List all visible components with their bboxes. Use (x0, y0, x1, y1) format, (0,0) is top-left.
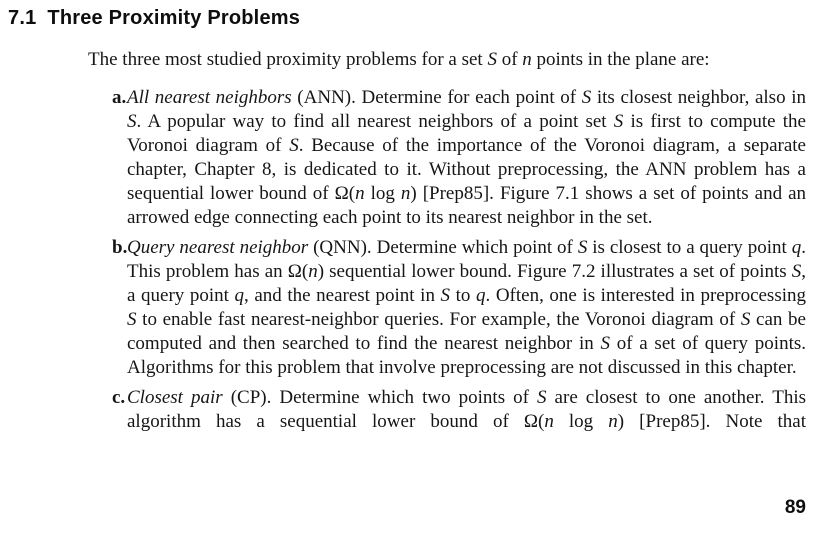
section-number: 7.1 (8, 7, 37, 29)
list-item-cp (112, 386, 806, 434)
section-heading (8, 7, 300, 30)
list-item-text: All nearest neighbors (ANN). Determine for each point of S its closest neighbor, also in S. A popular way to find all nearest neighbors of a point set S is first to compute the Voronoi diagram of S. Because of the importance of the Voronoi diagram, a separate chapter, Chapter 8, is dedicated to it. Without preprocessing, the ANN problem has a sequential lower bound of Ω(n log n) [Prep85]. Figure 7.1 shows a set of points and an arrowed edge connecting each point to its nearest neighbor in the set. (127, 87, 807, 228)
page-number: 89 (784, 497, 806, 518)
list-item-qnn (112, 236, 806, 380)
list-item-ann (112, 86, 806, 230)
list-item-label: b. (112, 237, 128, 258)
list-item-label: c. (112, 387, 126, 408)
intro-paragraph: The three most studied proximity problems for a set S of n points in the plane are: (88, 49, 710, 70)
list-item-text: Query nearest neighbor (QNN). Determine which point of S is closest to a query point q. This problem has an Ω(n) sequential lower bound. Figure 7.2 illustrates a set of points S, a query point q, and the nearest point in S to q. Often, one is interested in preprocessing S to enable fast nearest-neighbor queries. For example, the Voronoi diagram of S can be computed and then searched to find the nearest neighbor in S of a set of query points. Algorithms for this problem that involve preprocessing are not discussed in this chapter. (127, 237, 806, 378)
section-title: Three Proximity Problems (47, 7, 301, 29)
proximity-problems-list (112, 86, 806, 434)
list-item-label: a. (112, 87, 127, 108)
body-text (0, 48, 834, 434)
list-item-text: Closest pair (CP). Determine which two points of S are closest to one another. This algorithm has a sequential lower bound of Ω(n log n) [Prep85]. Note that (127, 387, 807, 432)
